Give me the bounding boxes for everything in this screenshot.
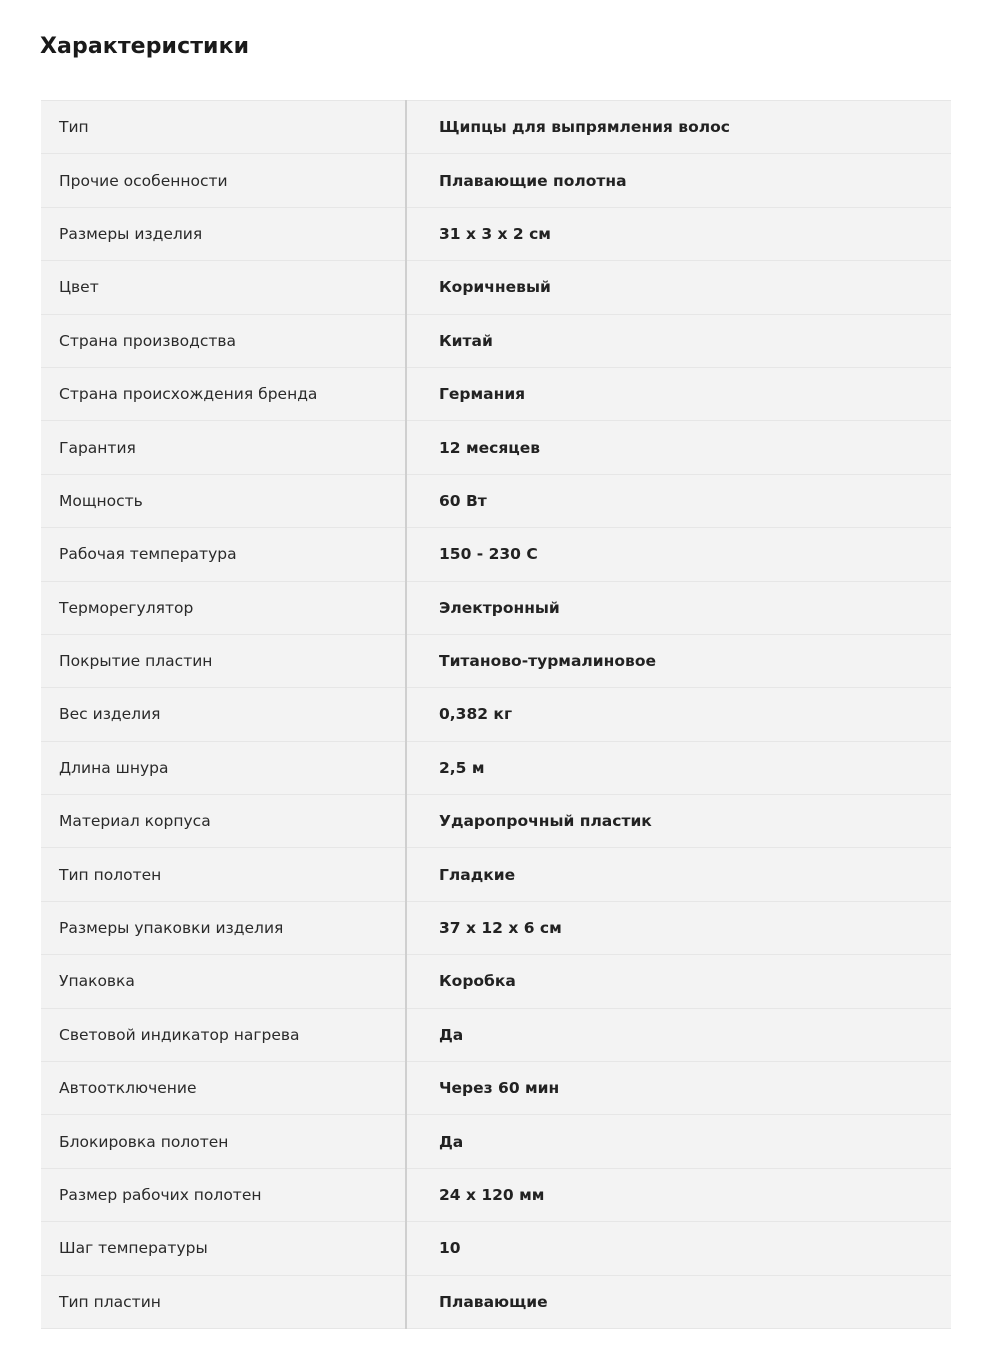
spec-value: 37 x 12 x 6 см: [406, 901, 951, 954]
table-row: [41, 848, 951, 901]
spec-name: Длина шнура: [41, 741, 406, 794]
table-row: [41, 154, 951, 207]
spec-name: Вес изделия: [41, 688, 406, 741]
spec-name: Упаковка: [41, 955, 406, 1008]
spec-name: Прочие особенности: [41, 154, 406, 207]
spec-name: Тип: [41, 101, 406, 154]
spec-value: Коробка: [406, 955, 951, 1008]
table-row: [41, 581, 951, 634]
spec-name: Цвет: [41, 261, 406, 314]
spec-value: 24 x 120 мм: [406, 1168, 951, 1221]
spec-name: Страна производства: [41, 314, 406, 367]
table-row: [41, 1275, 951, 1328]
table-row: [41, 901, 951, 954]
spec-value: Германия: [406, 367, 951, 420]
spec-value: Плавающие полотна: [406, 154, 951, 207]
spec-name: Мощность: [41, 474, 406, 527]
table-row: [41, 528, 951, 581]
table-row: [41, 474, 951, 527]
table-row: [41, 1008, 951, 1061]
table-row: [41, 101, 951, 154]
spec-value: Китай: [406, 314, 951, 367]
spec-name: Тип пластин: [41, 1275, 406, 1328]
table-row: [41, 688, 951, 741]
specs-table-body: [41, 101, 951, 1329]
spec-name: Гарантия: [41, 421, 406, 474]
table-row: [41, 1222, 951, 1275]
spec-value: Коричневый: [406, 261, 951, 314]
spec-name: Материал корпуса: [41, 795, 406, 848]
table-row: [41, 955, 951, 1008]
spec-value: Да: [406, 1008, 951, 1061]
table-row: [41, 261, 951, 314]
spec-name: Тип полотен: [41, 848, 406, 901]
spec-name: Рабочая температура: [41, 528, 406, 581]
table-row: [41, 741, 951, 794]
spec-name: Световой индикатор нагрева: [41, 1008, 406, 1061]
spec-value: 60 Вт: [406, 474, 951, 527]
spec-value: Титаново-турмалиновое: [406, 634, 951, 687]
spec-value: Плавающие: [406, 1275, 951, 1328]
table-row: [41, 207, 951, 260]
spec-value: Ударопрочный пластик: [406, 795, 951, 848]
spec-name: Размеры изделия: [41, 207, 406, 260]
spec-name: Страна происхождения бренда: [41, 367, 406, 420]
spec-name: Покрытие пластин: [41, 634, 406, 687]
spec-value: Да: [406, 1115, 951, 1168]
table-row: [41, 1115, 951, 1168]
spec-value: Щипцы для выпрямления волос: [406, 101, 951, 154]
section-title: Характеристики: [40, 34, 250, 59]
spec-value: 12 месяцев: [406, 421, 951, 474]
spec-value: 10: [406, 1222, 951, 1275]
spec-value: 150 - 230 С: [406, 528, 951, 581]
spec-name: Размер рабочих полотен: [41, 1168, 406, 1221]
spec-value: Гладкие: [406, 848, 951, 901]
spec-name: Размеры упаковки изделия: [41, 901, 406, 954]
spec-name: Автоотключение: [41, 1062, 406, 1115]
spec-name: Блокировка полотен: [41, 1115, 406, 1168]
spec-value: 0,382 кг: [406, 688, 951, 741]
table-row: [41, 1168, 951, 1221]
table-row: [41, 634, 951, 687]
specs-table: [41, 100, 951, 1329]
table-row: [41, 421, 951, 474]
spec-name: Терморегулятор: [41, 581, 406, 634]
spec-value: Электронный: [406, 581, 951, 634]
spec-value: Через 60 мин: [406, 1062, 951, 1115]
spec-value: 31 x 3 x 2 см: [406, 207, 951, 260]
table-row: [41, 367, 951, 420]
spec-value: 2,5 м: [406, 741, 951, 794]
table-row: [41, 314, 951, 367]
table-row: [41, 795, 951, 848]
spec-name: Шаг температуры: [41, 1222, 406, 1275]
table-row: [41, 1062, 951, 1115]
